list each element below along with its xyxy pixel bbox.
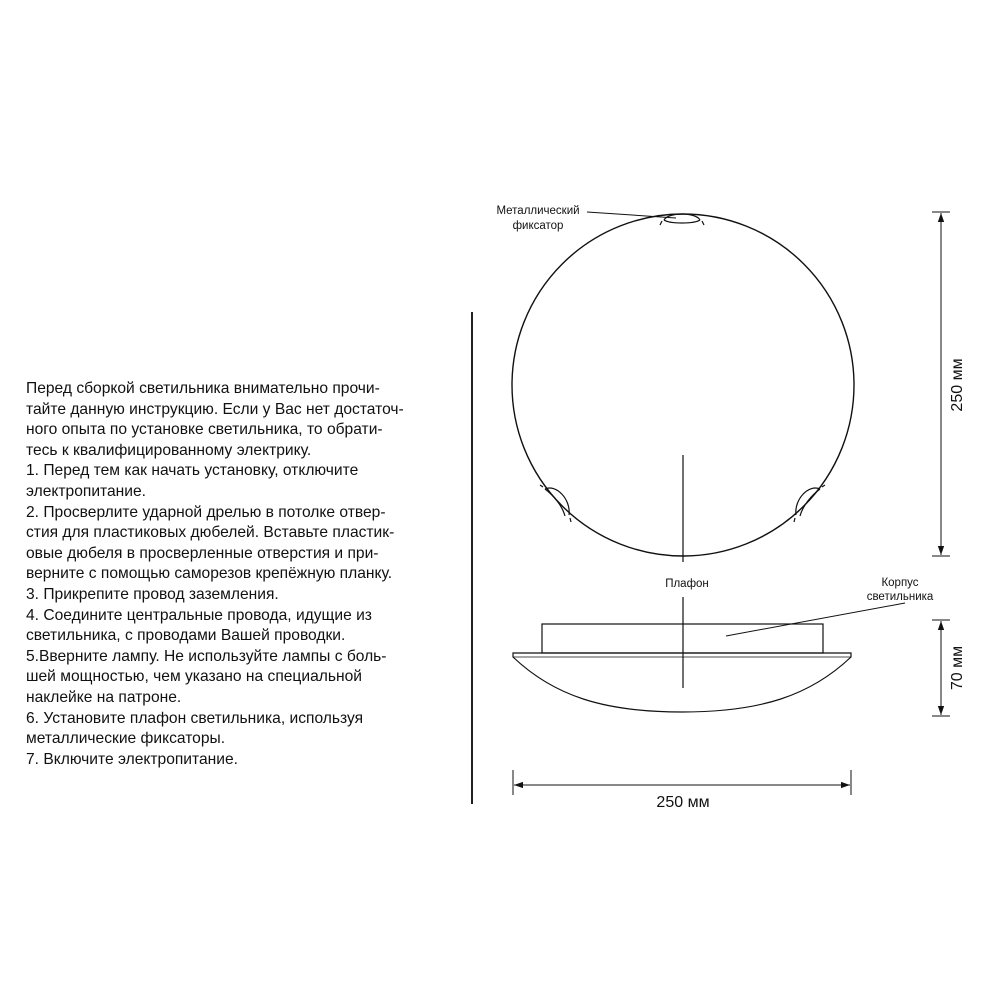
intro-line: Перед сборкой светильника внимательно прочи- bbox=[26, 380, 380, 397]
shade-side-view bbox=[513, 653, 851, 712]
label-body-line2: светильника bbox=[866, 591, 934, 603]
dim-width-label: 250 мм bbox=[656, 794, 710, 811]
step-line: 5.Вверните лампу. Не используйте лампы с боль- bbox=[26, 647, 387, 665]
step-line: 6. Установите плафон светильника, используя bbox=[26, 709, 364, 727]
step-line: овые дюбеля в просверленные отверстия и при- bbox=[26, 544, 379, 562]
intro-line: тайте данную инструкцию. Если у Вас нет достаточ- bbox=[26, 400, 404, 418]
dim-height-label: 250 мм bbox=[949, 358, 966, 412]
clip-top-icon bbox=[660, 214, 704, 225]
step-line: шей мощностью, чем указано на специальной bbox=[26, 668, 362, 686]
step-line: электропитание. bbox=[26, 482, 146, 500]
intro-line: ного опыта по установке светильника, то обрати- bbox=[26, 421, 383, 439]
dim-side-label: 70 мм bbox=[949, 645, 966, 691]
step-line: 2. Просверлите ударной дрелью в потолке отвер- bbox=[26, 503, 386, 521]
clip-left-icon bbox=[540, 485, 571, 522]
label-clip-line1: Металлический bbox=[496, 205, 580, 217]
step-line: верните с помощью саморезов крепёжную планку. bbox=[26, 565, 393, 583]
label-clip-line2: фиксатор bbox=[512, 220, 564, 232]
label-shade: Плафон bbox=[665, 578, 709, 590]
body-leader bbox=[726, 603, 905, 636]
label-body-line1: Корпус bbox=[881, 577, 919, 589]
step-line: 3. Прикрепите провод заземления. bbox=[26, 585, 279, 603]
step-line: наклейке на патроне. bbox=[26, 688, 182, 706]
intro-line: тесь к квалифицированному электрику. bbox=[26, 441, 312, 459]
step-line: 1. Перед тем как начать установку, отключите bbox=[26, 462, 359, 480]
step-line: 7. Включите электропитание. bbox=[26, 750, 238, 768]
step-line: 4. Соедините центральные провода, идущие из bbox=[26, 606, 372, 624]
step-line: стия для пластиковых дюбелей. Вставьте пластик- bbox=[26, 524, 395, 542]
step-line: металлические фиксаторы. bbox=[26, 730, 226, 748]
clip-right-icon bbox=[794, 485, 825, 522]
step-line: светильника, с проводами Вашей проводки. bbox=[26, 627, 346, 645]
